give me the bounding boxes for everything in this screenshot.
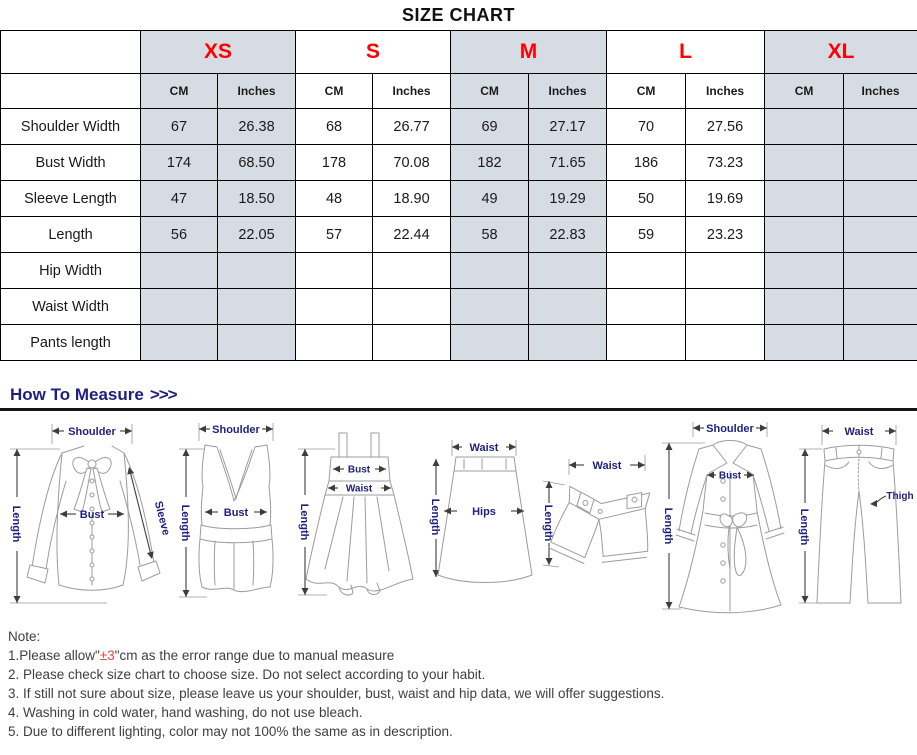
size-header-xl: XL — [765, 31, 917, 74]
value-cell: 68 — [296, 109, 373, 145]
value-cell — [373, 253, 451, 289]
size-chart-table — [0, 30, 917, 361]
value-cell: 19.69 — [686, 181, 765, 217]
value-cell: 68.50 — [218, 145, 296, 181]
value-cell: 71.65 — [529, 145, 607, 181]
value-cell — [607, 325, 686, 361]
value-cell — [844, 325, 917, 361]
size-chart-page — [0, 5, 917, 741]
note-line-1: 1.Please allow"±3"cm as the error range due to manual measure — [8, 646, 909, 665]
waist-dimension — [328, 484, 391, 495]
value-cell — [373, 325, 451, 361]
row-label: Hip Width — [1, 253, 141, 289]
coat-illustration-icon — [653, 419, 791, 619]
svg-text:Shoulder: Shoulder — [212, 424, 260, 436]
size-header-l: L — [607, 31, 765, 74]
value-cell: 22.44 — [373, 217, 451, 253]
sleeve-dimension — [127, 467, 172, 559]
value-cell — [529, 325, 607, 361]
value-cell — [765, 253, 844, 289]
length-dimension — [542, 481, 565, 567]
value-cell: 18.90 — [373, 181, 451, 217]
row-label: Pants length — [1, 325, 141, 361]
bust-dimension — [333, 465, 386, 476]
svg-text:Hips: Hips — [472, 506, 496, 518]
value-cell: 186 — [607, 145, 686, 181]
value-cell — [607, 253, 686, 289]
page-title: SIZE CHART — [0, 5, 917, 26]
svg-text:Waist: Waist — [592, 460, 621, 472]
svg-text:Shoulder: Shoulder — [68, 426, 116, 438]
error-range-highlight: ±3 — [100, 648, 115, 663]
size-header-s: S — [296, 31, 451, 74]
value-cell — [373, 289, 451, 325]
measure-illustrations — [0, 411, 917, 619]
svg-text:Length: Length — [798, 509, 810, 546]
note-line-4: 4. Washing in cold water, hand washing, do not use bleach. — [8, 703, 909, 722]
garment-trench-coat — [653, 419, 791, 619]
value-cell: 18.50 — [218, 181, 296, 217]
skirt-illustration-icon — [424, 419, 534, 619]
unit-cell: Inches — [529, 74, 607, 109]
shoulder-dimension — [199, 423, 273, 441]
value-cell — [529, 289, 607, 325]
value-cell — [765, 181, 844, 217]
coat-outline — [676, 441, 784, 613]
size-header-xs: XS — [141, 31, 296, 74]
value-cell — [765, 217, 844, 253]
value-cell — [607, 289, 686, 325]
row-label: Sleeve Length — [1, 181, 141, 217]
value-cell — [844, 109, 917, 145]
value-cell: 47 — [141, 181, 218, 217]
svg-text:Sleeve: Sleeve — [152, 500, 172, 537]
garment-sleeveless-top — [173, 419, 291, 619]
pants-illustration-icon — [792, 419, 915, 619]
shoulder-dimension — [52, 424, 132, 444]
value-cell: 67 — [141, 109, 218, 145]
dress-illustration-icon — [291, 419, 423, 619]
pants-outline — [817, 445, 901, 603]
value-cell: 22.05 — [218, 217, 296, 253]
value-cell — [451, 289, 529, 325]
svg-text:Length: Length — [179, 505, 191, 542]
value-cell: 22.83 — [529, 217, 607, 253]
value-cell: 178 — [296, 145, 373, 181]
value-cell — [451, 253, 529, 289]
value-cell — [844, 181, 917, 217]
table-row — [1, 217, 917, 253]
value-cell: 50 — [607, 181, 686, 217]
value-cell: 73.23 — [686, 145, 765, 181]
svg-text:Bust: Bust — [223, 507, 248, 519]
table-row — [1, 253, 917, 289]
size-header-row — [1, 31, 917, 74]
table-row — [1, 325, 917, 361]
bust-dimension — [205, 507, 267, 519]
value-cell: 27.56 — [686, 109, 765, 145]
value-cell: 59 — [607, 217, 686, 253]
dress-outline — [306, 433, 413, 595]
table-row — [1, 109, 917, 145]
shorts-outline — [547, 479, 653, 573]
thigh-dimension — [870, 491, 914, 507]
svg-text:Shoulder: Shoulder — [706, 423, 754, 435]
garment-pants — [792, 419, 915, 619]
value-cell — [686, 289, 765, 325]
value-cell — [141, 253, 218, 289]
note-line-3: 3. If still not sure about size, please leave us your shoulder, bust, waist and hip data, we will offer suggestions. — [8, 684, 909, 703]
value-cell: 48 — [296, 181, 373, 217]
length-dimension — [429, 459, 441, 577]
unit-cell: CM — [607, 74, 686, 109]
how-to-measure-text: How To Measure — [10, 385, 144, 404]
notes-section — [0, 619, 917, 741]
value-cell — [296, 253, 373, 289]
notes-heading: Note: — [8, 627, 909, 646]
table-row — [1, 289, 917, 325]
svg-text:Bust: Bust — [719, 471, 742, 482]
value-cell — [141, 289, 218, 325]
value-cell — [765, 109, 844, 145]
value-cell: 58 — [451, 217, 529, 253]
value-cell: 19.29 — [529, 181, 607, 217]
value-cell — [529, 253, 607, 289]
value-cell — [218, 253, 296, 289]
svg-text:Length: Length — [429, 499, 441, 536]
garment-skirt — [424, 419, 534, 619]
garment-strap-dress — [291, 419, 423, 619]
value-cell: 57 — [296, 217, 373, 253]
length-dimension — [179, 449, 207, 597]
bust-dimension — [60, 509, 124, 521]
row-label: Bust Width — [1, 145, 141, 181]
svg-text:Length: Length — [10, 506, 22, 543]
value-cell: 70.08 — [373, 145, 451, 181]
value-cell — [844, 289, 917, 325]
unit-header-row — [1, 74, 917, 109]
length-dimension — [662, 443, 705, 609]
value-cell: 182 — [451, 145, 529, 181]
svg-text:Waist: Waist — [844, 426, 873, 438]
svg-text:Bust: Bust — [348, 465, 371, 476]
note-line-5: 5. Due to different lighting, color may not 100% the same as in description. — [8, 722, 909, 741]
row-label: Waist Width — [1, 289, 141, 325]
value-cell: 26.38 — [218, 109, 296, 145]
table-row — [1, 145, 917, 181]
bust-dimension — [707, 471, 754, 482]
blouse-illustration-icon — [2, 419, 172, 619]
note-line-2: 2. Please check size chart to choose size. Do not select according to your habit. — [8, 665, 909, 684]
value-cell — [686, 253, 765, 289]
shoulder-dimension — [693, 422, 767, 437]
garment-shorts — [535, 419, 653, 619]
value-cell — [765, 325, 844, 361]
unit-cell: Inches — [844, 74, 917, 109]
value-cell — [844, 217, 917, 253]
value-cell — [765, 289, 844, 325]
chevrons-icon: >>> — [150, 385, 177, 404]
waist-dimension — [452, 440, 516, 456]
skirt-outline — [438, 457, 532, 583]
svg-text:Length: Length — [542, 505, 554, 542]
value-cell: 174 — [141, 145, 218, 181]
corner-cell — [1, 74, 141, 109]
svg-text:Length: Length — [298, 504, 310, 541]
how-to-measure-heading — [10, 385, 917, 405]
value-cell — [218, 289, 296, 325]
garment-long-sleeve-blouse — [2, 419, 172, 619]
svg-text:Bust: Bust — [80, 509, 105, 521]
value-cell — [296, 325, 373, 361]
waist-dimension — [822, 425, 896, 445]
value-cell: 27.17 — [529, 109, 607, 145]
row-label: Shoulder Width — [1, 109, 141, 145]
svg-text:Waist: Waist — [346, 484, 373, 495]
row-label: Length — [1, 217, 141, 253]
value-cell: 69 — [451, 109, 529, 145]
value-cell — [686, 325, 765, 361]
svg-text:Length: Length — [662, 508, 674, 545]
unit-cell: CM — [296, 74, 373, 109]
unit-cell: CM — [451, 74, 529, 109]
value-cell: 56 — [141, 217, 218, 253]
value-cell — [844, 253, 917, 289]
value-cell: 26.77 — [373, 109, 451, 145]
value-cell: 23.23 — [686, 217, 765, 253]
waist-dimension — [569, 455, 645, 475]
svg-text:Waist: Waist — [470, 442, 499, 454]
table-row — [1, 181, 917, 217]
shorts-illustration-icon — [535, 419, 653, 619]
unit-cell: Inches — [218, 74, 296, 109]
value-cell — [765, 145, 844, 181]
sleeveless-top-illustration-icon — [173, 419, 291, 619]
value-cell: 49 — [451, 181, 529, 217]
size-header-m: M — [451, 31, 607, 74]
hips-dimension — [444, 506, 524, 518]
unit-cell: Inches — [686, 74, 765, 109]
unit-cell: Inches — [373, 74, 451, 109]
value-cell — [218, 325, 296, 361]
corner-cell — [1, 31, 141, 74]
value-cell: 70 — [607, 109, 686, 145]
unit-cell: CM — [765, 74, 844, 109]
value-cell — [844, 145, 917, 181]
value-cell — [296, 289, 373, 325]
value-cell — [141, 325, 218, 361]
svg-text:Thigh: Thigh — [886, 491, 913, 502]
unit-cell: CM — [141, 74, 218, 109]
value-cell — [451, 325, 529, 361]
